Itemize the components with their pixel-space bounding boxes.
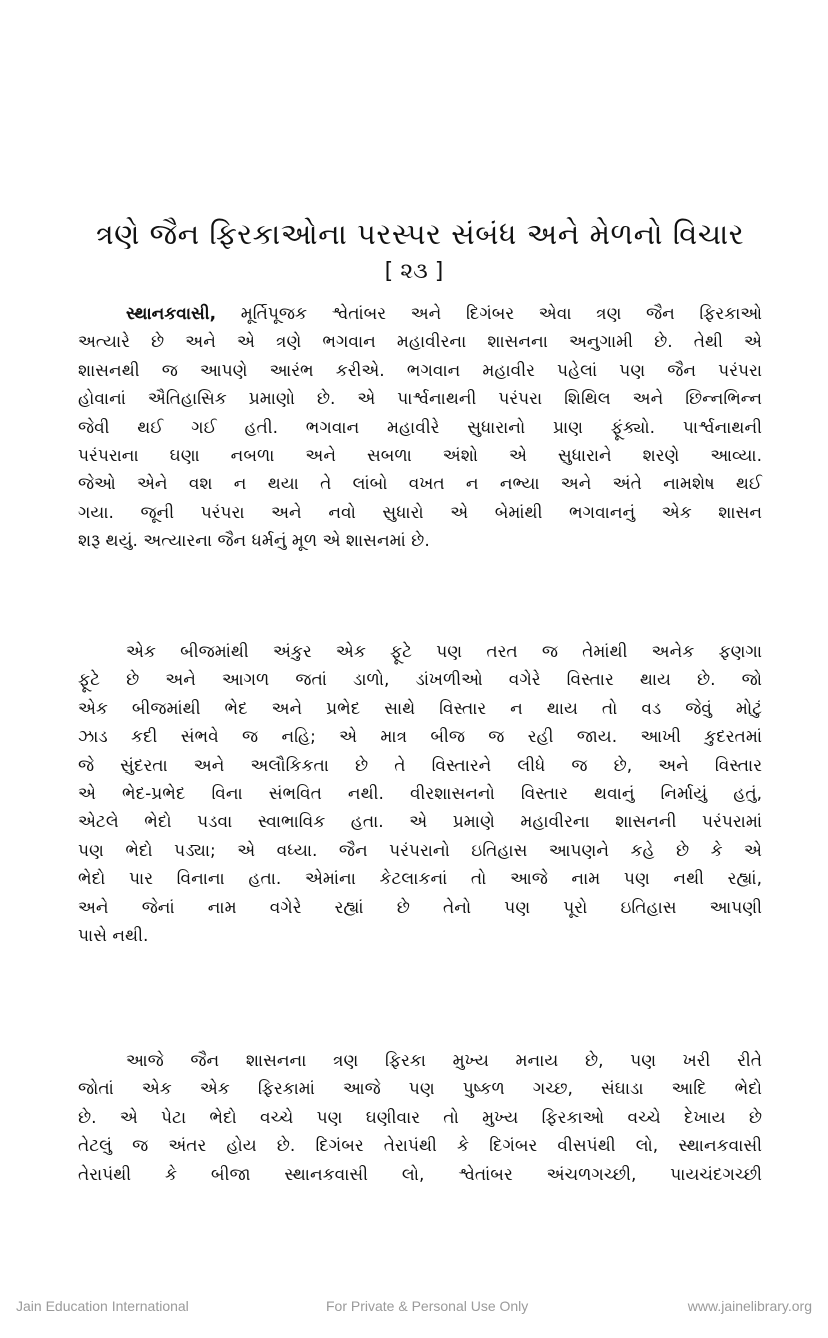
text-line: જેવી થઈ ગઈ હતી. ભગવાન મહાવીરે સુધારાનો પ્રાણ ફૂંક્યો. પાર્શ્વનાથની (78, 417, 762, 438)
footer-publisher: Jain Education International (16, 1298, 189, 1314)
paragraph-3 (78, 1047, 762, 1189)
page-footer (0, 1296, 828, 1320)
text-line: એક બીજમાંથી ભેદ અને પ્રભેદ સાથે વિસ્તાર ન થાય તો વડ જેવું મોટું (78, 698, 762, 719)
text-line: તેટલું જ અંતર હોય છે. દિગંબર તેરાપંથી કે દિગંબર વીસપંથી લો, સ્થાનકવાસી (78, 1136, 762, 1157)
text-line: શરૂ થયું. અત્યારના જૈન ધર્મનું મૂળ એ શાસનમાં છે. (78, 531, 430, 552)
text-line: ગયા. જૂની પરંપરા અને નવો સુધારો એ બેમાંથી ભગવાનનું એક શાસન (78, 502, 762, 523)
text-line: પરંપરાના ઘણા નબળા અને સબળા અંશો એ સુધારાને શરણે આવ્યા. (78, 445, 762, 466)
paragraph-2 (78, 638, 762, 950)
text-fragment: મૂર્તિપૂજક શ્વેતાંબર અને દિગંબર એવા ત્રણ જૈન ફિરકાઓ (216, 304, 762, 324)
footer-usage-notice: For Private & Personal Use Only (326, 1298, 529, 1314)
lead-word: સ્થાનકવાસી, (126, 304, 217, 324)
chapter-number: [ ૨૩ ] (384, 259, 444, 284)
text-line: અને જેનાં નામ વગેરે રહ્યાં છે તેનો પણ પૂરો ઇતિહાસ આપણી (78, 897, 762, 918)
text-line: ઝાડ કદી સંભવે જ નહિ; એ માત્ર બીજ જ રહી જાય. આખી કુદરતમાં (78, 727, 762, 748)
page-title: ત્રણે જૈન ફિરકાઓના પરસ્પર સંબંધ અને મેળનો વિચાર (95, 217, 745, 252)
text-line: એ ભેદ-પ્રભેદ વિના સંભવિત નથી. વીરશાસનનો વિસ્તાર થવાનું નિર્માયું હતું, (78, 783, 762, 804)
text-line: જે સુંદરતા અને અલૌકિકતા છે તે વિસ્તારને લીધે જ છે, અને વિસ્તાર (78, 755, 762, 776)
text-line: આજે જૈન શાસનના ત્રણ ફિરકા મુખ્ય મનાય છે, પણ ખરી રીતે (126, 1051, 762, 1071)
text-line: પાસે નથી. (78, 925, 149, 946)
text-line: તેરાપંથી કે બીજા સ્થાનકવાસી લો, શ્વેતાંબર અંચળગચ્છી, પાયચંદગચ્છી (78, 1164, 762, 1185)
text-line: જોતાં એક એક ફિરકામાં આજે પણ પુષ્કળ ગચ્છ, સંઘાડા આદિ ભેદો (78, 1079, 762, 1100)
text-line: જેઓ એને વશ ન થયા તે લાંબો વખત ન નભ્યા અને અંતે નામશેષ થઈ (78, 474, 762, 495)
text-line: હોવાનાં ઐતિહાસિક પ્રમાણો છે. એ પાર્શ્વનાથની પરંપરા શિથિલ અને છિન્નભિન્ન (78, 389, 762, 410)
text-line: એટલે ભેદો પડવા સ્વાભાવિક હતા. એ પ્રમાણે મહાવીરના શાસનની પરંપરામાં (78, 812, 762, 833)
paragraph-1 (78, 300, 762, 556)
text-line: પણ ભેદો પડ્યા; એ વધ્યા. જૈન પરંપરાનો ઇતિહાસ આપણને કહે છે કે એ (78, 840, 762, 861)
text-line: ભેદો પાર વિનાના હતા. એમાંના કેટલાકનાં તો આજે નામ પણ નથી રહ્યાં, (78, 869, 762, 890)
text-line (78, 300, 762, 328)
footer-website: www.jainelibrary.org (687, 1298, 812, 1314)
text-line: અત્યારે છે અને એ ત્રણે ભગવાન મહાવીરના શાસનના અનુગામી છે. તેથી એ (78, 332, 762, 353)
text-line: એક બીજમાંથી અંકુર એક ફૂટે પણ તરત જ તેમાંથી અનેક ફણગા (126, 642, 762, 662)
text-line: શાસનથી જ આપણે આરંભ કરીએ. ભગવાન મહાવીર પહેલાં પણ જૈન પરંપરા (78, 360, 762, 381)
text-line: ફૂટે છે અને આગળ જતાં ડાળો, ડાંખળીઓ વગેરે વિસ્તાર થાય છે. જો (78, 670, 762, 691)
text-line: છે. એ પેટા ભેદો વચ્ચે પણ ઘણીવાર તો મુખ્ય ફિરકાઓ વચ્ચે દેખાય છે (78, 1107, 762, 1128)
